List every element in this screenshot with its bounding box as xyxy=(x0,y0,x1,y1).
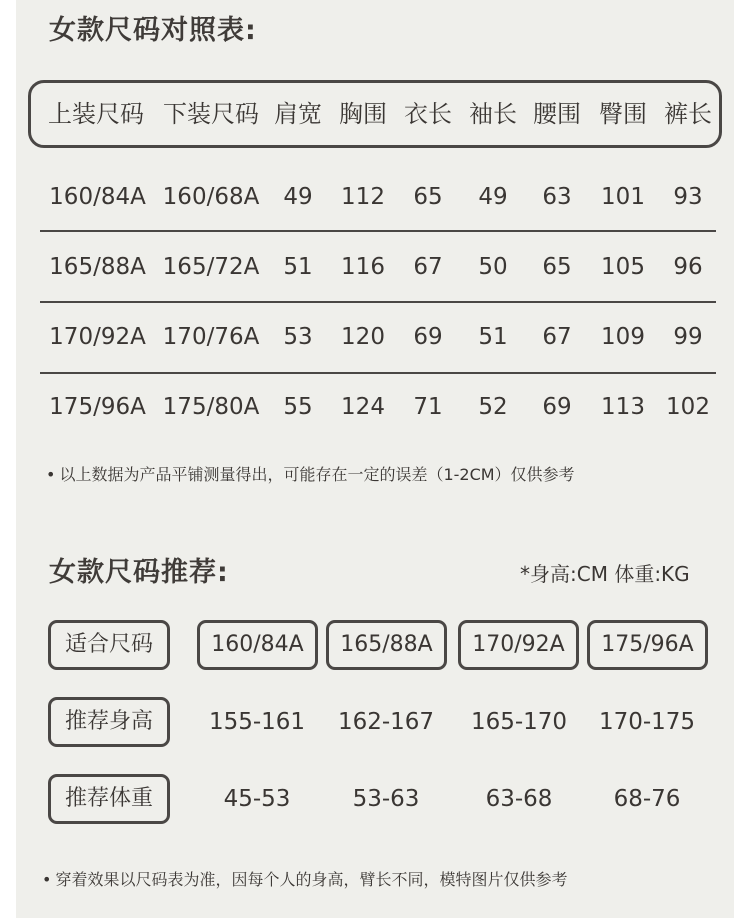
table-cell: 51 xyxy=(478,324,508,350)
header-top-size: 上装尺码 xyxy=(48,100,144,128)
header-bottom-size: 下装尺码 xyxy=(163,100,259,128)
table-cell: 170/92A xyxy=(49,324,146,350)
size-label: 适合尺码 xyxy=(48,620,170,670)
weight-range: 68-76 xyxy=(613,786,681,812)
table-cell: 71 xyxy=(413,394,443,420)
table-cell: 124 xyxy=(341,394,385,420)
table-cell: 65 xyxy=(542,254,572,280)
table-cell: 165/88A xyxy=(49,254,146,280)
size-chart-title: 女款尺码对照表: xyxy=(49,15,257,46)
height-label: 推荐身高 xyxy=(48,697,170,747)
table-cell: 99 xyxy=(673,324,703,350)
table-cell: 67 xyxy=(542,324,572,350)
size-option: 175/96A xyxy=(587,620,708,670)
size-option: 165/88A xyxy=(326,620,447,670)
header-pants-length: 裤长 xyxy=(664,100,712,128)
height-range: 155-161 xyxy=(208,709,306,735)
height-range: 162-167 xyxy=(337,709,435,735)
table-cell: 102 xyxy=(666,394,710,420)
fit-note xyxy=(42,867,567,890)
table-cell: 165/72A xyxy=(162,254,260,280)
header-waist: 腰围 xyxy=(533,100,581,128)
table-cell: 116 xyxy=(341,254,385,280)
table-cell: 160/84A xyxy=(49,184,146,210)
weight-range: 53-63 xyxy=(352,786,420,812)
table-cell: 55 xyxy=(283,394,313,420)
size-option: 160/84A xyxy=(197,620,318,670)
table-cell: 105 xyxy=(601,254,645,280)
table-cell: 69 xyxy=(542,394,572,420)
table-cell: 96 xyxy=(673,254,703,280)
table-cell: 49 xyxy=(478,184,508,210)
row-divider xyxy=(40,230,716,232)
table-cell: 101 xyxy=(601,184,645,210)
table-cell: 51 xyxy=(283,254,313,280)
bullet-dot: • xyxy=(42,870,52,889)
row-divider xyxy=(40,372,716,374)
height-range: 165-170 xyxy=(470,709,568,735)
unit-note: *身高:CM 体重:KG xyxy=(520,562,690,586)
table-cell: 160/68A xyxy=(162,184,260,210)
table-cell: 69 xyxy=(413,324,443,350)
fit-note-text: 穿着效果以尺码表为准，因每个人的身高，臂长不同，模特图片仅供参考 xyxy=(55,870,568,889)
table-cell: 65 xyxy=(413,184,443,210)
weight-range: 45-53 xyxy=(223,786,291,812)
bullet-dot: • xyxy=(46,465,56,484)
header-chest: 胸围 xyxy=(339,100,387,128)
table-cell: 49 xyxy=(283,184,313,210)
header-hip: 臀围 xyxy=(599,100,647,128)
table-cell: 93 xyxy=(673,184,703,210)
size-option: 170/92A xyxy=(458,620,579,670)
table-cell: 170/76A xyxy=(162,324,260,350)
recommendation-title: 女款尺码推荐: xyxy=(49,557,229,588)
table-cell: 50 xyxy=(478,254,508,280)
table-cell: 53 xyxy=(283,324,313,350)
measurement-note xyxy=(46,462,575,485)
table-cell: 112 xyxy=(341,184,385,210)
weight-label: 推荐体重 xyxy=(48,774,170,824)
header-sleeve: 袖长 xyxy=(469,100,517,128)
table-cell: 63 xyxy=(542,184,572,210)
table-cell: 109 xyxy=(601,324,645,350)
height-range: 170-175 xyxy=(598,709,696,735)
table-cell: 113 xyxy=(601,394,645,420)
measurement-note-text: 以上数据为产品平铺测量得出，可能存在一定的误差（1-2CM）仅供参考 xyxy=(59,465,575,484)
header-length: 衣长 xyxy=(404,100,452,128)
header-shoulder: 肩宽 xyxy=(274,100,322,128)
table-cell: 120 xyxy=(341,324,385,350)
row-divider xyxy=(40,301,716,303)
table-cell: 52 xyxy=(478,394,508,420)
weight-range: 63-68 xyxy=(485,786,553,812)
table-cell: 67 xyxy=(413,254,443,280)
table-cell: 175/96A xyxy=(49,394,146,420)
table-cell: 175/80A xyxy=(162,394,260,420)
